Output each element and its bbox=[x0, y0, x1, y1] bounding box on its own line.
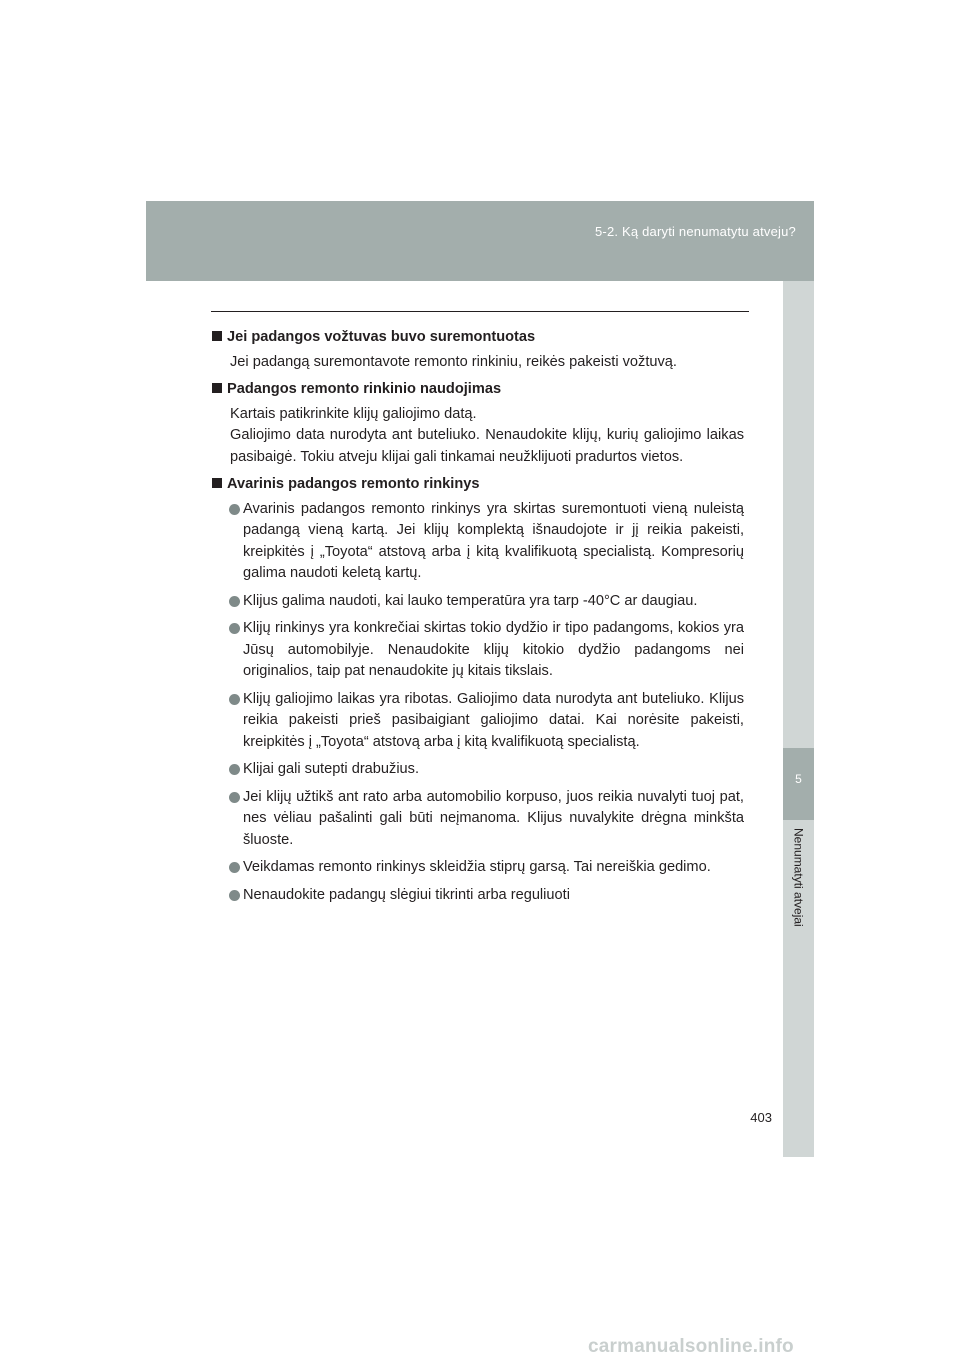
square-bullet-icon bbox=[212, 478, 222, 488]
heading-text: Padangos remonto rinkinio naudojimas bbox=[227, 381, 502, 397]
header-rule bbox=[211, 311, 749, 312]
circle-bullet-icon bbox=[229, 862, 240, 873]
section-heading bbox=[212, 474, 744, 496]
list-item-text: Jei klijų užtikš ant rato arba automobilio korpuso, juos reikia nuvalyti tuoj pat, nes vėliau pašalinti gali būti neįmanoma. Klijus nuvalykite drėgna minkšta šluoste. bbox=[243, 788, 744, 848]
list-item bbox=[212, 857, 744, 879]
list-item bbox=[212, 787, 744, 852]
list-item-text: Klijų galiojimo laikas yra ribotas. Galiojimo data nurodyta ant buteliuko. Klijus reikia pakeisti prieš pasibaigiant galiojimo datai. Kai norėsite pakeisti, kreipkitės į „Toyota“ atstovą arba į kitą kvalifikuotą specialistą. bbox=[243, 690, 744, 750]
page-number: 403 bbox=[750, 1110, 772, 1125]
list-item bbox=[212, 618, 744, 683]
section-emergency-kit bbox=[212, 474, 744, 906]
side-strip bbox=[783, 281, 814, 1157]
circle-bullet-icon bbox=[229, 596, 240, 607]
section-title: 5-2. Ką daryti nenumatytu atveju? bbox=[595, 224, 796, 239]
chapter-number: 5 bbox=[795, 772, 802, 786]
circle-bullet-icon bbox=[229, 890, 240, 901]
section-header bbox=[146, 201, 814, 281]
section-kit-usage bbox=[212, 379, 744, 468]
list-item bbox=[212, 499, 744, 585]
heading-text: Avarinis padangos remonto rinkinys bbox=[227, 476, 480, 492]
chapter-tab bbox=[783, 748, 814, 820]
paragraph: Galiojimo data nurodyta ant buteliuko. Nenaudokite klijų, kurių galiojimo laikas pasibaigė. Tokiu atveju klijai gali tinkamai neužklijuoti pradurtos vietos. bbox=[230, 427, 744, 465]
circle-bullet-icon bbox=[229, 694, 240, 705]
list-item bbox=[212, 759, 744, 781]
list-item-text: Avarinis padangos remonto rinkinys yra skirtas suremontuoti vieną nuleistą padangą vieną kartą. Jei klijų komplektą išnaudojote ir jį reikia pakeisti, kreipkitės į „Toyota“ atstovą arba į kitą kvalifikuotą specialistą. Kompresorių galima naudoti keletą kartų. bbox=[243, 500, 744, 581]
list-item-text: Klijus galima naudoti, kai lauko temperatūra yra tarp -40°C ar daugiau. bbox=[243, 592, 698, 609]
circle-bullet-icon bbox=[229, 792, 240, 803]
heading-text: Jei padangos vožtuvas buvo suremontuotas bbox=[227, 329, 536, 345]
section-heading bbox=[212, 327, 744, 349]
square-bullet-icon bbox=[212, 331, 222, 341]
list-item-text: Klijai gali sutepti drabužius. bbox=[243, 761, 420, 777]
list-item-text: Veikdamas remonto rinkinys skleidžia stiprų garsą. Tai nereiškia gedimo. bbox=[243, 859, 711, 875]
square-bullet-icon bbox=[212, 383, 222, 393]
list-item bbox=[212, 689, 744, 754]
paragraph: Jei padangą suremontavote remonto rinkiniu, reikės pakeisti vožtuvą. bbox=[230, 353, 677, 370]
chapter-label: Nenumatyti atvejai bbox=[791, 828, 806, 927]
bullet-list bbox=[212, 499, 744, 907]
list-item-text: Nenaudokite padangų slėgiui tikrinti arba reguliuoti bbox=[243, 886, 570, 903]
watermark: carmanualsonline.info bbox=[588, 1336, 794, 1357]
circle-bullet-icon bbox=[229, 623, 240, 634]
paragraph: Kartais patikrinkite klijų galiojimo datą. bbox=[230, 405, 477, 422]
circle-bullet-icon bbox=[229, 764, 240, 775]
list-item bbox=[212, 591, 744, 613]
section-valve-repaired bbox=[212, 327, 744, 373]
list-item bbox=[212, 885, 744, 907]
circle-bullet-icon bbox=[229, 504, 240, 515]
list-item-text: Klijų rinkinys yra konkrečiai skirtas tokio dydžio ir tipo padangoms, kokios yra Jūsų automobilyje. Nenaudokite klijų kitokio dydžio padangoms nei originalios, taip pat nenaudokite jų kitais tikslais. bbox=[243, 620, 744, 679]
section-heading bbox=[212, 379, 744, 401]
page-content bbox=[212, 327, 744, 912]
